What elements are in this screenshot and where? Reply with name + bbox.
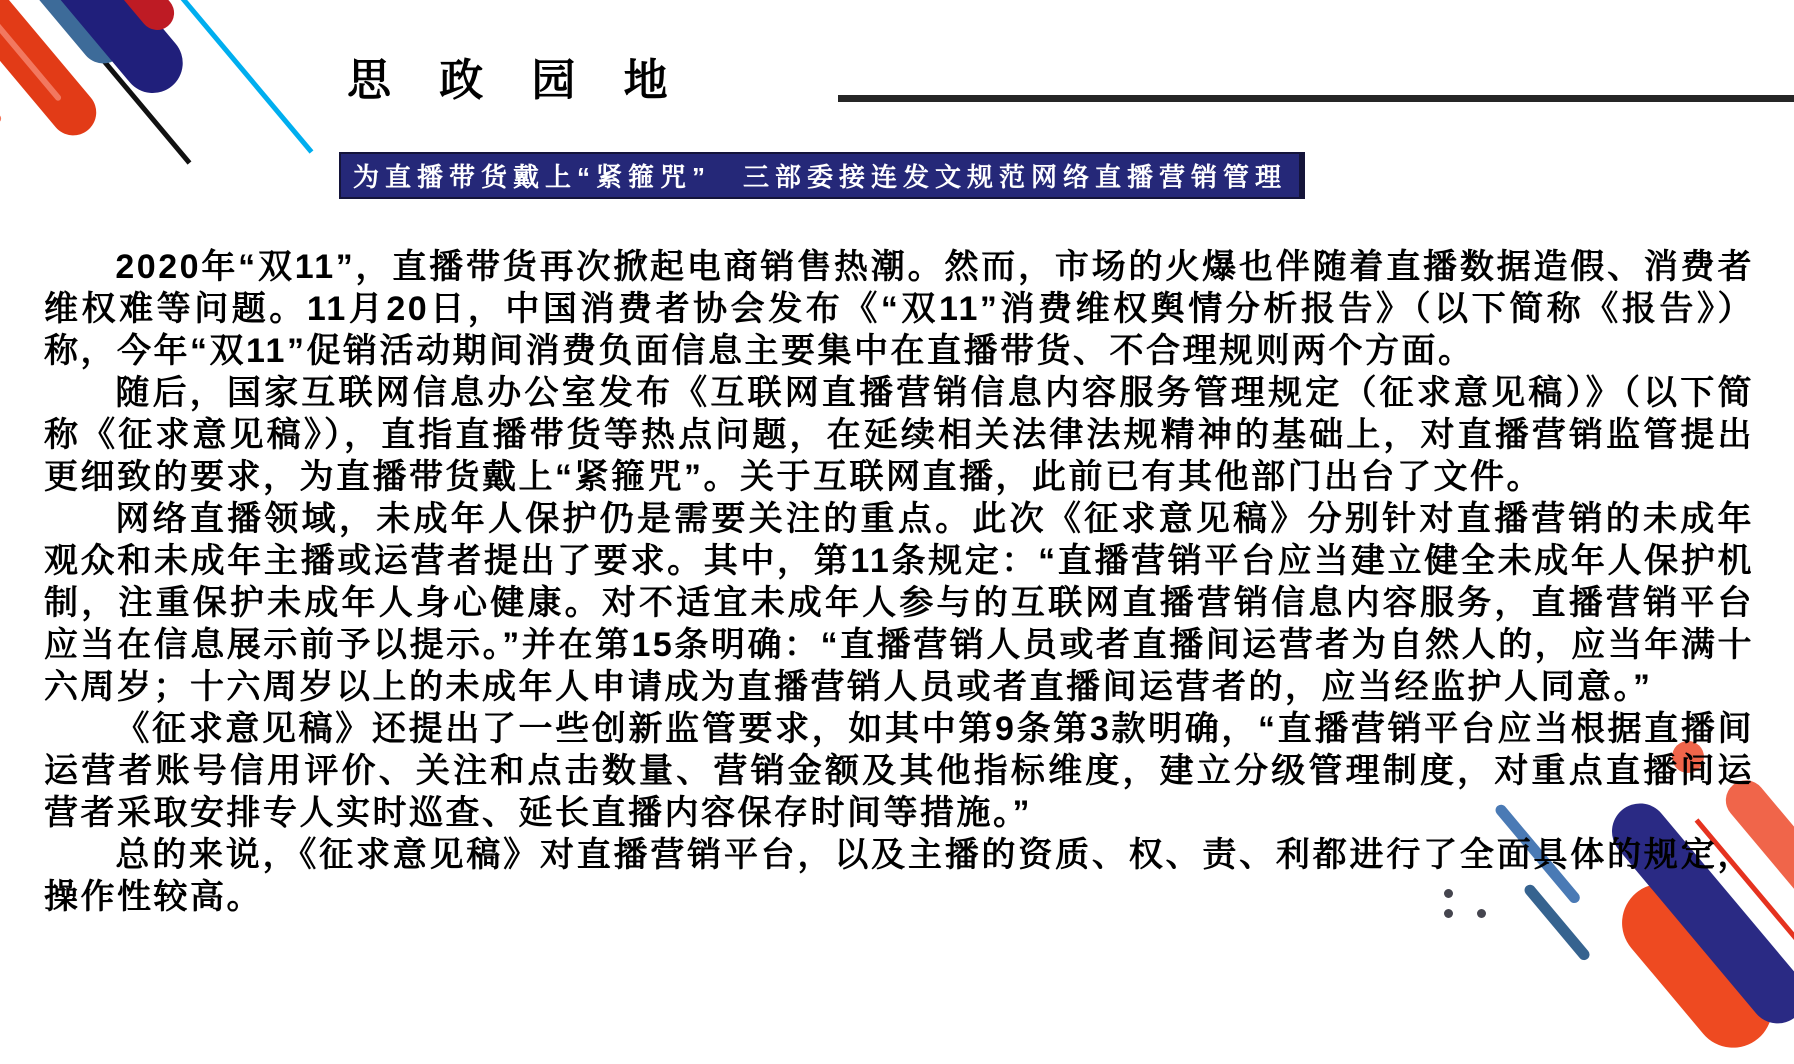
article-title-banner — [339, 152, 1305, 199]
header-divider-line — [838, 95, 1794, 102]
page-title: 思 政 园 地 — [347, 56, 686, 105]
article-paragraph: 2020年“双11”，直播带货再次掀起电商销售热潮。然而，市场的火爆也伴随着直播数据造假、消费者维权难等问题。11月20日，中国消费者协会发布《“双11”消费维权舆情分析报告》（以下简称《报告》）称，今年“双11”促销活动期间消费负面信息主要集中在直播带货、不合理规则两个方面。 — [44, 248, 1754, 370]
article-title-text: 为直播带货戴上“紧箍咒” 三部委接连发文规范网络直播营销管理 — [352, 162, 1287, 192]
stripe-salmon-sliver — [0, 65, 3, 124]
article-paragraph: 网络直播领域，未成年人保护仍是需要关注的重点。此次《征求意见稿》分别针对直播营销的未成年观众和未成年主播或运营者提出了要求。其中，第11条规定：“直播营销平台应当建立健全未成年人保护机制，注重保护未成年人身心健康。对不适宜未成年人参与的互联网直播营销信息内容服务，直播营销平台应当在信息展示前予以提示。”并在第15条明确：“直播营销人员或者直播间运营者为自然人的，应当年满十六周岁；十六周岁以上的未成年人申请成为直播营销人员或者直播间运营者的，应当经监护人同意。” — [44, 500, 1754, 706]
article-paragraph: 《征求意见稿》还提出了一些创新监管要求，如其中第9条第3款明确，“直播营销平台应当根据直播间运营者账号信用评价、关注和点击数量、营销金额及其他指标维度，建立分级管理制度，对重点直播间运营者采取安排专人实时巡查、延长直播内容保存时间等措施。” — [44, 710, 1754, 832]
article-paragraph: 随后，国家互联网信息办公室发布《互联网直播营销信息内容服务管理规定（征求意见稿）》（以下简称《征求意见稿》），直指直播带货等热点问题，在延续相关法律法规精神的基础上，对直播营销监管提出更细致的要求，为直播带货戴上“紧箍咒”。关于互联网直播，此前已有其他部门出台了文件。 — [44, 374, 1754, 496]
article-body — [44, 246, 1754, 918]
article-paragraph: 总的来说，《征求意见稿》对直播营销平台，以及主播的资质、权、责、利都进行了全面具体的规定，操作性较高。 — [44, 836, 1754, 916]
